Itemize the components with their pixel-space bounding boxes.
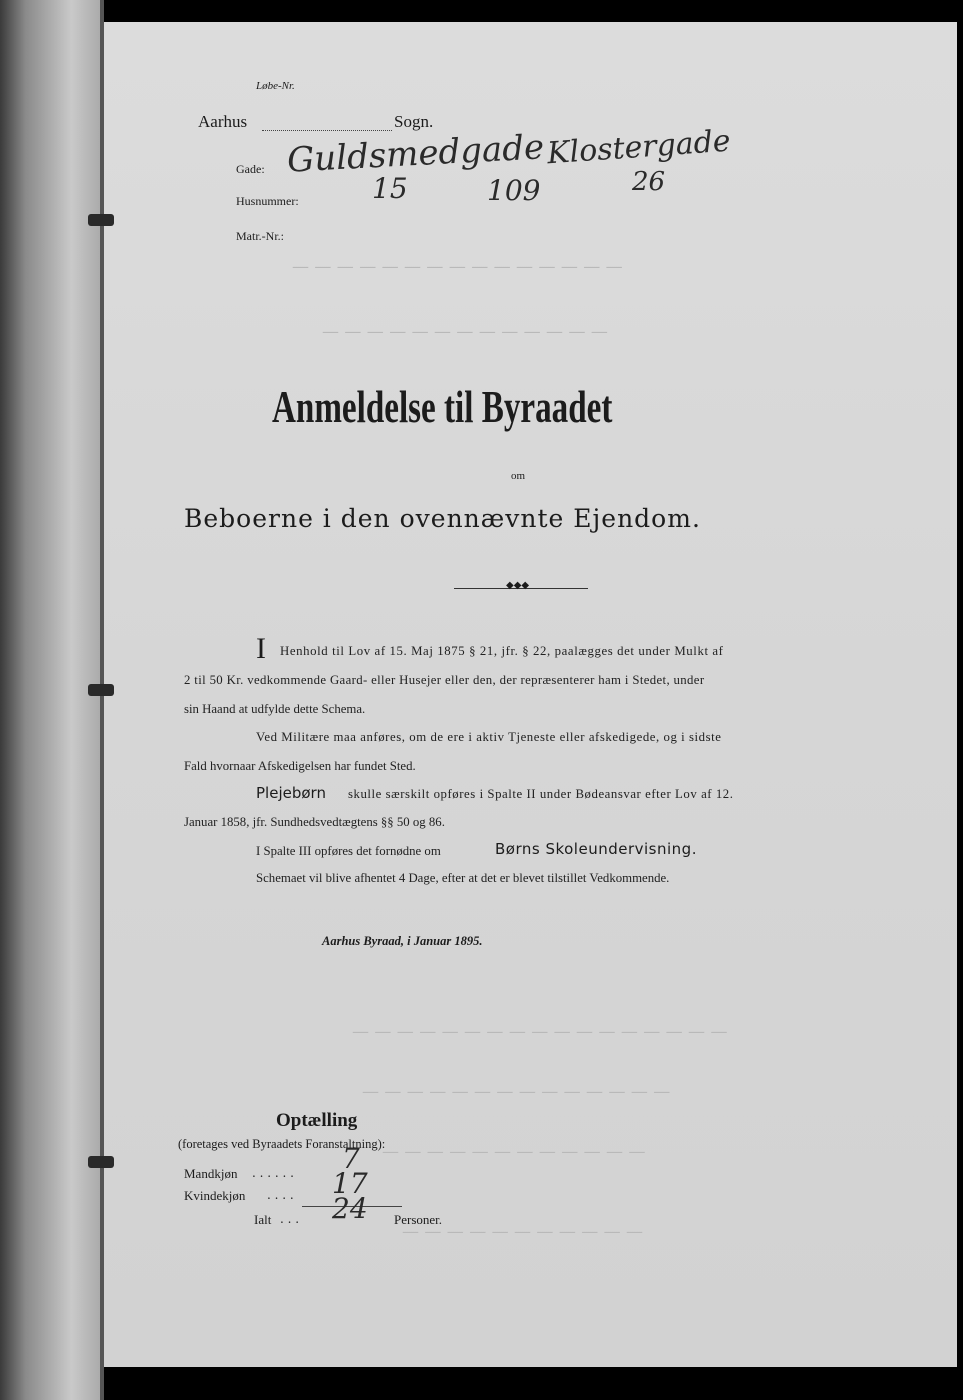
paragraph-2-line-1: Ved Militære maa anføres, om de ere i aktiv Tjeneste eller afskedigede, og i sidste	[256, 730, 722, 744]
ialt-label: Ialt	[254, 1212, 272, 1227]
bleed-through-text: — — — — — — — — — — — —	[382, 1142, 646, 1162]
gade-value-2: Klostergade	[546, 123, 732, 172]
plejeborn-lead: Plejebørn	[256, 784, 326, 802]
binding-spine	[100, 0, 104, 1400]
husnummer-label: Husnummer:	[236, 194, 299, 208]
page-subtitle: Beboerne i den ovennævnte Ejendom.	[184, 504, 701, 533]
document-page	[102, 22, 957, 1367]
bleed-through-text: — — — — — — — — — — —	[402, 1222, 644, 1242]
lobe-nr-label: Løbe-Nr.	[256, 80, 295, 92]
gade-label: Gade:	[236, 162, 265, 176]
ialt-value: 24	[332, 1192, 368, 1225]
drop-cap: I	[256, 632, 266, 665]
signature-line: Aarhus Byraad, i Januar 1895.	[322, 934, 483, 948]
husnummer-value-2: 109	[487, 174, 541, 207]
bleed-through-text: — — — — — — — — — — — — — —	[362, 1082, 671, 1102]
sogn-label: Sogn.	[394, 112, 434, 131]
paragraph-4-text: I Spalte III opføres det fornødne om	[256, 844, 441, 858]
ornament-diamond-icon: ◆◆◆	[506, 580, 530, 591]
scan-left-margin	[0, 0, 102, 1400]
paragraph-1-line-3: sin Haand at udfylde dette Schema.	[184, 702, 366, 716]
paragraph-2-line-2: Fald hvornaar Afskedigelsen har fundet Sted.	[184, 759, 416, 773]
paragraph-1-line-2: 2 til 50 Kr. vedkommende Gaard- eller Husejer eller den, der repræsenterer ham i Stedet, under	[184, 673, 705, 687]
aarhus-label: Aarhus	[198, 112, 248, 131]
om-label: om	[511, 470, 526, 482]
binding-stitch	[88, 684, 114, 696]
kvindekjon-label: Kvindekjøn	[184, 1188, 246, 1203]
bleed-through-text: — — — — — — — — — — — — — — —	[292, 257, 623, 277]
sogn-dotted-line	[262, 130, 392, 132]
paragraph-3-line-1: skulle særskilt opføres i Spalte II under Bødeansvar efter Lov af 12.	[348, 787, 734, 801]
mandkjon-dots: . . . . . .	[252, 1166, 294, 1180]
bleed-through-text: — — — — — — — — — — — — —	[322, 322, 608, 342]
paragraph-4-bold: Børns Skoleundervisning.	[495, 840, 697, 858]
count-subheading: (foretages ved Byraadets Foranstaltning):	[178, 1137, 386, 1151]
bleed-through-text: — — — — — — — — — — — — — — — — —	[352, 1022, 728, 1042]
ialt-dots: . . .	[280, 1212, 300, 1226]
count-heading: Optælling	[276, 1110, 358, 1131]
paragraph-5: Schemaet vil blive afhentet 4 Dage, efter at det er blevet tilstillet Vedkommende.	[256, 871, 670, 885]
kvindekjon-dots: . . . .	[267, 1188, 294, 1202]
gade-value-1: Guldsmedgade	[286, 127, 546, 181]
husnummer-value-1: 15	[372, 172, 408, 205]
personer-label: Personer.	[394, 1212, 443, 1227]
matr-nr-label: Matr.-Nr.:	[236, 229, 284, 243]
mandkjon-value: 7	[342, 1142, 360, 1175]
paragraph-1-line-1: Henhold til Lov af 15. Maj 1875 § 21, jfr. § 22, paalægges det under Mulkt af	[280, 644, 724, 658]
husnummer-value-3: 26	[632, 167, 666, 197]
paragraph-3-line-2: Januar 1858, jfr. Sundhedsvedtægtens §§ 50 og 86.	[184, 815, 445, 829]
kvindekjon-value: 17	[332, 1167, 368, 1200]
binding-stitch	[88, 214, 114, 226]
page-title: Anmeldelse til Byraadet	[272, 381, 613, 432]
mandkjon-label: Mandkjøn	[184, 1166, 238, 1181]
binding-stitch	[88, 1156, 114, 1168]
